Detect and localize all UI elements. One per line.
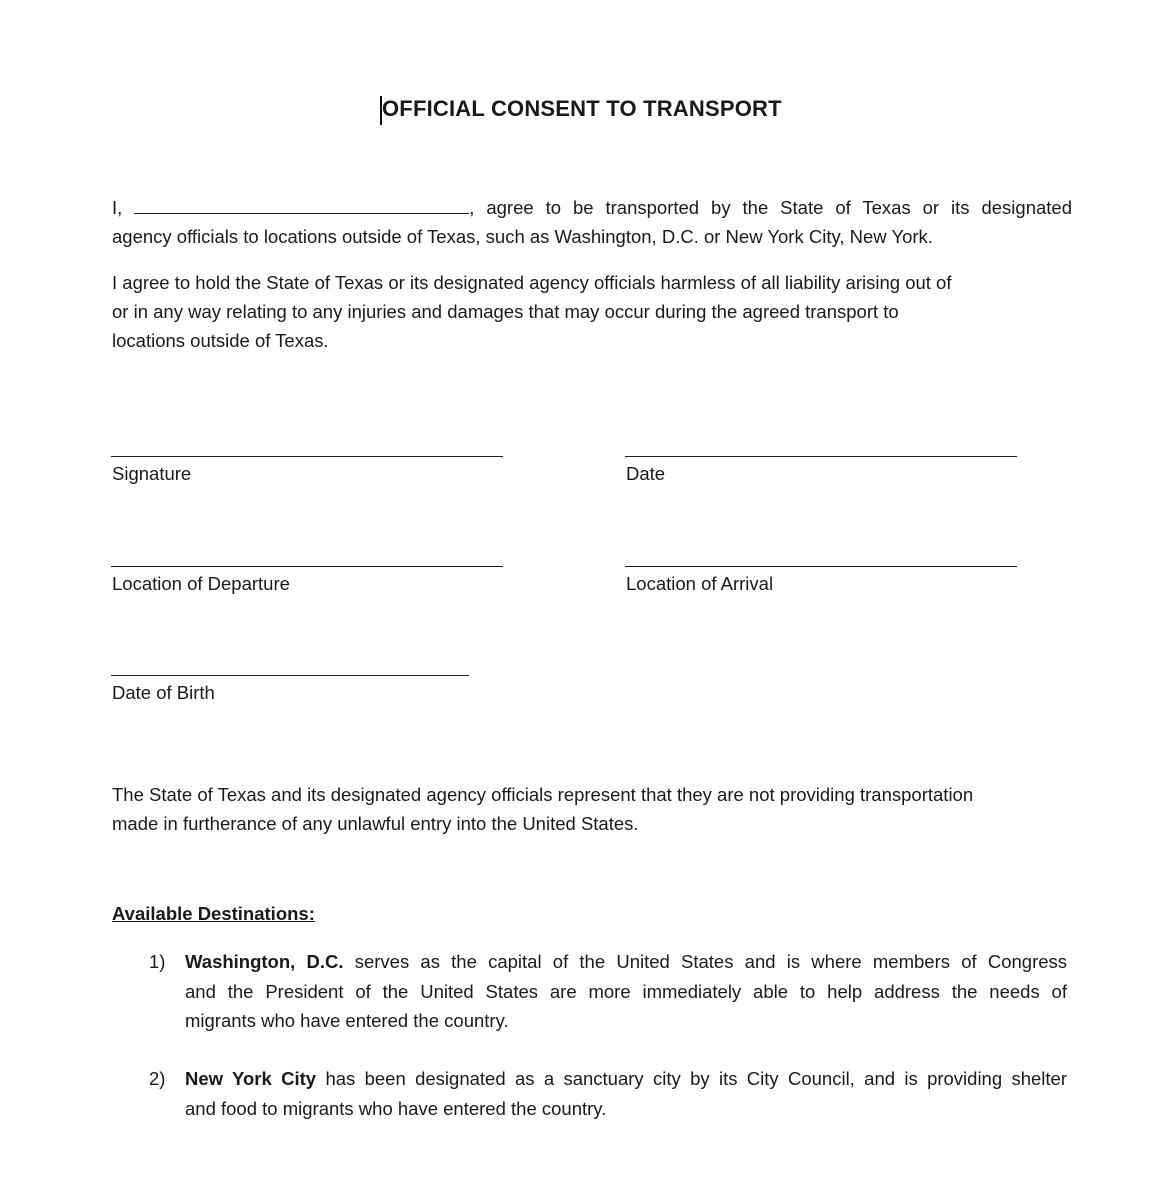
arrival-line[interactable] [625, 566, 1017, 567]
destinations-heading: Available Destinations: [112, 903, 315, 924]
date-label: Date [626, 463, 666, 484]
destination-name: New York City [185, 1068, 317, 1089]
birth-date-line[interactable] [111, 675, 469, 676]
departure-line[interactable] [111, 566, 503, 567]
representation-paragraph [112, 780, 1072, 838]
liability-paragraph [112, 268, 1072, 355]
destination-line-1-text: has been designated as a sanctuary city by its City Council, and is providing shelter [325, 1068, 1068, 1089]
destination-number: 2) [149, 1068, 166, 1089]
consent-line-1-text: agree to be transported by the State of Texas or its designated [486, 197, 1073, 218]
liability-line-1: I agree to hold the State of Texas or its designated agency officials harmless of all liability arising out of [112, 272, 952, 293]
representation-line-2: made in furtherance of any unlawful entry into the United States. [112, 813, 639, 834]
destination-line-1 [185, 1064, 1067, 1094]
liability-line-2: or in any way relating to any injuries and damages that may occur during the agreed transport to [112, 301, 899, 322]
destination-name: Washington, D.C. [185, 951, 344, 972]
departure-label: Location of Departure [112, 573, 290, 594]
destination-text [185, 947, 1067, 1036]
destination-line-2: and the President of the United States are more immediately able to help address the needs of [185, 980, 1067, 1002]
signature-label: Signature [112, 463, 192, 484]
birth-date-label: Date of Birth [112, 682, 215, 703]
destination-number: 1) [149, 951, 166, 972]
consent-line-1 [112, 193, 1072, 222]
destination-line-1 [185, 947, 1067, 977]
destination-text [185, 1064, 1067, 1123]
blank-comma: , [469, 197, 475, 218]
liability-line-3: locations outside of Texas. [112, 330, 329, 351]
arrival-label: Location of Arrival [626, 573, 774, 594]
destination-line-3: migrants who have entered the country. [185, 1010, 509, 1031]
representation-line-1: The State of Texas and its designated agency officials represent that they are not providing transportation [112, 784, 974, 805]
page-title: OFFICIAL CONSENT TO TRANSPORT [382, 96, 782, 121]
signature-line[interactable] [111, 456, 503, 457]
consent-paragraph [112, 193, 1072, 251]
destination-line-1-text: serves as the capital of the United States and is where members of Congress [354, 951, 1068, 972]
destination-line-2: and food to migrants who have entered the country. [185, 1097, 607, 1119]
consent-prefix: I, [112, 197, 123, 218]
name-blank-field[interactable] [134, 195, 469, 214]
consent-line-2: agency officials to locations outside of Texas, such as Washington, D.C. or New York City, New York. [112, 226, 933, 247]
date-line[interactable] [625, 456, 1017, 457]
